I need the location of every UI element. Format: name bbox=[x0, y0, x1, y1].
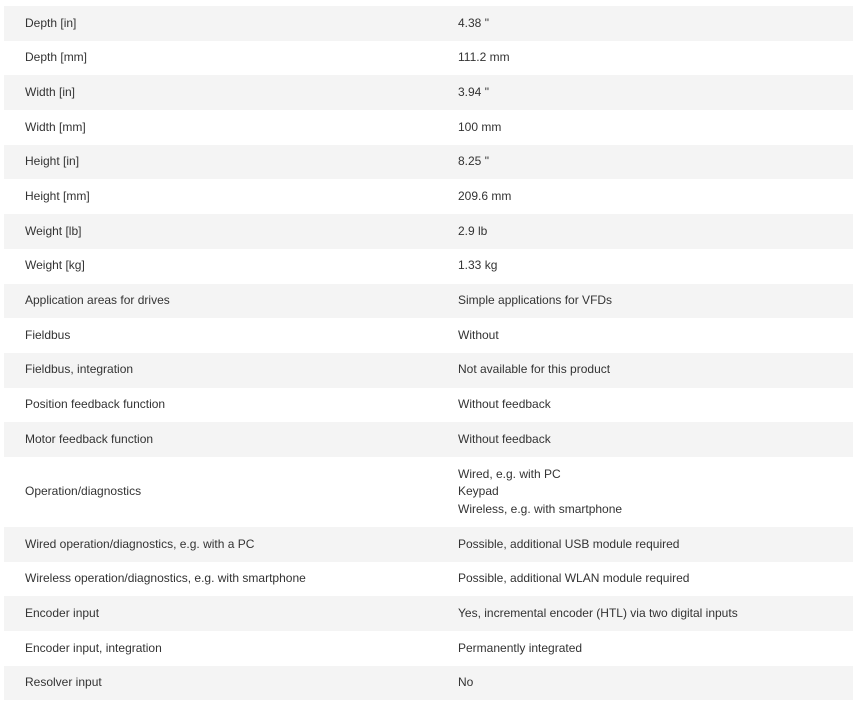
spec-value: No bbox=[437, 666, 853, 701]
spec-name: Encoder input bbox=[4, 596, 437, 631]
table-row bbox=[4, 75, 853, 110]
spec-name: Height [in] bbox=[4, 145, 437, 180]
spec-name: Motor feedback function bbox=[4, 422, 437, 457]
table-row bbox=[4, 145, 853, 180]
table-row bbox=[4, 596, 853, 631]
spec-value: Simple applications for VFDs bbox=[437, 284, 853, 319]
table-row bbox=[4, 249, 853, 284]
spec-name: Height [mm] bbox=[4, 179, 437, 214]
spec-name: Depth [in] bbox=[4, 6, 437, 41]
spec-value-list bbox=[437, 457, 853, 527]
table-row bbox=[4, 527, 853, 562]
table-row bbox=[4, 110, 853, 145]
spec-name: Application areas for drives bbox=[4, 284, 437, 319]
spec-value: 100 mm bbox=[437, 110, 853, 145]
spec-value: Not available for this product bbox=[437, 353, 853, 388]
table-row bbox=[4, 214, 853, 249]
spec-value: Without feedback bbox=[437, 422, 853, 457]
spec-value: 3.94 " bbox=[437, 75, 853, 110]
table-row bbox=[4, 388, 853, 423]
table-row bbox=[4, 179, 853, 214]
spec-value: 111.2 mm bbox=[437, 41, 853, 76]
spec-name: Depth [mm] bbox=[4, 41, 437, 76]
spec-value: 1.33 kg bbox=[437, 249, 853, 284]
spec-value: Without bbox=[437, 318, 853, 353]
spec-value: 2.9 lb bbox=[437, 214, 853, 249]
table-row bbox=[4, 631, 853, 666]
spec-value: Possible, additional USB module required bbox=[437, 527, 853, 562]
spec-name: Operation/diagnostics bbox=[4, 457, 437, 527]
spec-value: Keypad bbox=[458, 484, 499, 499]
table-row bbox=[4, 562, 853, 597]
table-row bbox=[4, 284, 853, 319]
spec-name: Weight [lb] bbox=[4, 214, 437, 249]
table-row bbox=[4, 457, 853, 527]
spec-value: Possible, additional WLAN module required bbox=[437, 562, 853, 597]
table-row bbox=[4, 353, 853, 388]
spec-name: Wired operation/diagnostics, e.g. with a PC bbox=[4, 527, 437, 562]
spec-value: 4.38 " bbox=[437, 6, 853, 41]
spec-name: Wireless operation/diagnostics, e.g. with smartphone bbox=[4, 562, 437, 597]
spec-name: Weight [kg] bbox=[4, 249, 437, 284]
specifications-table bbox=[4, 6, 853, 700]
table-row bbox=[4, 6, 853, 41]
spec-value: Wireless, e.g. with smartphone bbox=[458, 501, 623, 516]
spec-value: 8.25 " bbox=[437, 145, 853, 180]
spec-value: Wired, e.g. with PC bbox=[458, 466, 561, 481]
spec-name: Encoder input, integration bbox=[4, 631, 437, 666]
spec-name: Fieldbus bbox=[4, 318, 437, 353]
spec-value: Permanently integrated bbox=[437, 631, 853, 666]
spec-name: Width [in] bbox=[4, 75, 437, 110]
spec-value: 209.6 mm bbox=[437, 179, 853, 214]
spec-value: Yes, incremental encoder (HTL) via two digital inputs bbox=[437, 596, 853, 631]
spec-name: Position feedback function bbox=[4, 388, 437, 423]
spec-value: Without feedback bbox=[437, 388, 853, 423]
spec-name: Resolver input bbox=[4, 666, 437, 701]
spec-name: Fieldbus, integration bbox=[4, 353, 437, 388]
table-row bbox=[4, 422, 853, 457]
table-row bbox=[4, 318, 853, 353]
spec-name: Width [mm] bbox=[4, 110, 437, 145]
table-row bbox=[4, 41, 853, 76]
table-row bbox=[4, 666, 853, 701]
